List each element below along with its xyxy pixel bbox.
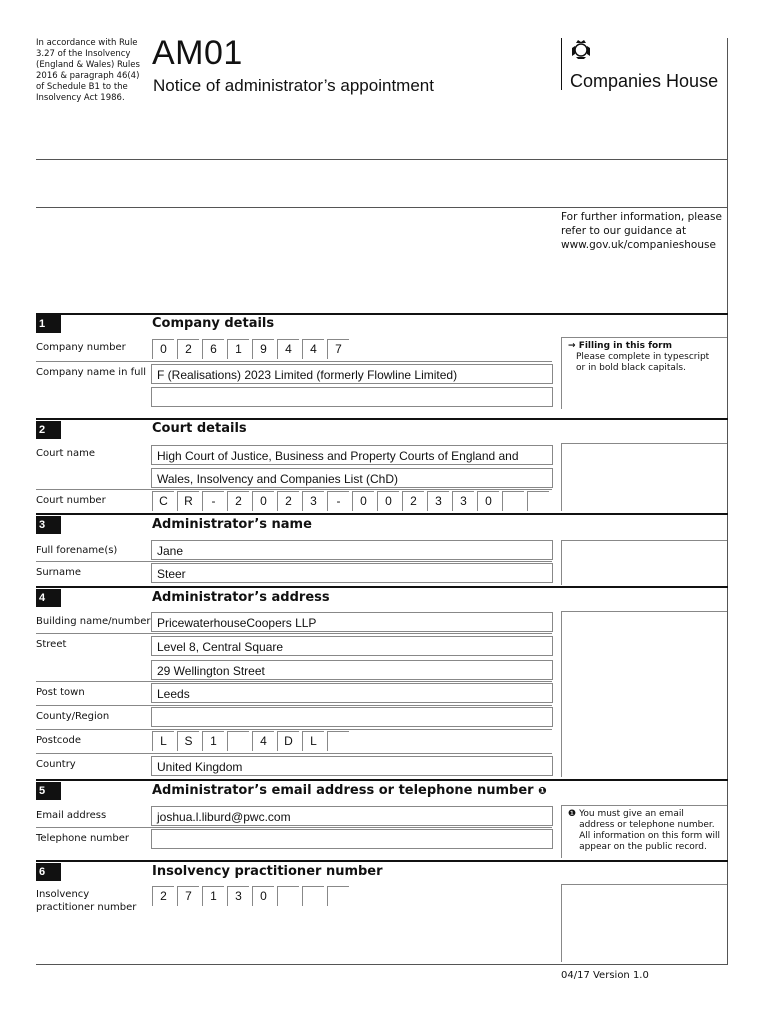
contact-note-box bbox=[561, 805, 727, 858]
postcode-char: L bbox=[152, 731, 174, 751]
section-3-bar bbox=[36, 513, 728, 515]
court-number-char: 3 bbox=[302, 491, 324, 511]
section-5-bar bbox=[36, 779, 728, 781]
post-town-field[interactable] bbox=[151, 683, 553, 703]
info-bullet-icon: ❶ bbox=[538, 786, 547, 797]
company-number-digit: 7 bbox=[327, 339, 349, 359]
postcode-label: Postcode bbox=[36, 735, 82, 746]
street-value: Level 8, Central Square bbox=[157, 640, 284, 654]
section-3-title: Administrator’s name bbox=[152, 517, 312, 532]
row-divider bbox=[36, 561, 552, 562]
brand-name: Companies House bbox=[570, 71, 719, 91]
ip-number-field[interactable] bbox=[152, 886, 352, 906]
section-6-bar bbox=[36, 860, 728, 862]
forename-value: Jane bbox=[157, 544, 184, 558]
company-number-digit: 4 bbox=[302, 339, 324, 359]
row-divider bbox=[36, 827, 552, 828]
surname-label: Surname bbox=[36, 567, 81, 578]
court-name-value: High Court of Justice, Business and Property Courts of England and bbox=[157, 449, 519, 463]
surname-value: Steer bbox=[157, 567, 186, 581]
row-divider bbox=[36, 489, 552, 490]
court-number-char: 0 bbox=[377, 491, 399, 511]
filling-note-text: Please complete in typescript or in bold black capitals. bbox=[576, 352, 710, 373]
court-name-field-2[interactable] bbox=[151, 468, 553, 488]
company-number-digit: 4 bbox=[277, 339, 299, 359]
forename-field[interactable] bbox=[151, 540, 553, 560]
county-label: County/Region bbox=[36, 711, 110, 722]
form-title: Notice of administrator’s appointment bbox=[153, 76, 434, 95]
ip-number-digit: 3 bbox=[227, 886, 249, 906]
ip-side-box bbox=[561, 884, 727, 962]
footer-divider bbox=[36, 964, 728, 965]
company-number-digit: 2 bbox=[177, 339, 199, 359]
postcode-char bbox=[227, 731, 249, 751]
contact-note-text: You must give an email address or telephone number. All information on this form will appear on the public record. bbox=[579, 809, 720, 852]
row-divider bbox=[36, 729, 552, 730]
ip-number-digit: 2 bbox=[152, 886, 174, 906]
court-number-char: 2 bbox=[227, 491, 249, 511]
company-number-field[interactable] bbox=[152, 339, 352, 359]
company-name-label: Company name in full bbox=[36, 367, 146, 378]
row-divider bbox=[36, 753, 552, 754]
email-value: joshua.l.liburd@pwc.com bbox=[157, 810, 291, 824]
court-name-field[interactable] bbox=[151, 445, 553, 465]
postcode-field[interactable] bbox=[152, 731, 352, 751]
court-number-char: 2 bbox=[402, 491, 424, 511]
company-name-field[interactable] bbox=[151, 364, 553, 384]
county-field[interactable] bbox=[151, 707, 553, 727]
court-number-char: C bbox=[152, 491, 174, 511]
form-code: AM01 bbox=[152, 34, 243, 72]
row-divider bbox=[36, 681, 552, 682]
section-4-number: 4 bbox=[36, 589, 61, 607]
postcode-char: 4 bbox=[252, 731, 274, 751]
section-1-bar bbox=[36, 313, 728, 315]
filling-note-box bbox=[561, 337, 727, 409]
section-1-title: Company details bbox=[152, 316, 275, 331]
court-number-char: 3 bbox=[452, 491, 474, 511]
company-name-field-2[interactable] bbox=[151, 387, 553, 407]
filling-note-title: → Filling in this form bbox=[568, 341, 672, 351]
court-number-char: 3 bbox=[427, 491, 449, 511]
ip-number-digit bbox=[302, 886, 324, 906]
court-number-char: R bbox=[177, 491, 199, 511]
court-number-char: - bbox=[327, 491, 349, 511]
email-field[interactable] bbox=[151, 806, 553, 826]
ip-number-digit bbox=[327, 886, 349, 906]
section-3-number: 3 bbox=[36, 516, 61, 534]
telephone-label: Telephone number bbox=[36, 833, 129, 844]
section-2-title: Court details bbox=[152, 421, 247, 436]
royal-crest-icon bbox=[570, 38, 592, 60]
court-number-char: 2 bbox=[277, 491, 299, 511]
street-field[interactable] bbox=[151, 636, 553, 656]
building-field[interactable] bbox=[151, 612, 553, 632]
street-label: Street bbox=[36, 639, 67, 650]
post-town-label: Post town bbox=[36, 687, 85, 698]
company-number-digit: 1 bbox=[227, 339, 249, 359]
court-name-value-2: Wales, Insolvency and Companies List (ChD) bbox=[157, 472, 398, 486]
court-number-char: 0 bbox=[252, 491, 274, 511]
section-4-title: Administrator’s address bbox=[152, 590, 330, 605]
court-number-field[interactable] bbox=[152, 491, 552, 511]
ip-number-digit: 1 bbox=[202, 886, 224, 906]
company-number-label: Company number bbox=[36, 342, 126, 353]
company-number-digit: 6 bbox=[202, 339, 224, 359]
header-divider-2 bbox=[36, 207, 728, 208]
company-number-digit: 0 bbox=[152, 339, 174, 359]
forename-label: Full forename(s) bbox=[36, 545, 118, 556]
header-divider bbox=[36, 159, 728, 160]
court-number-char: - bbox=[202, 491, 224, 511]
row-divider bbox=[36, 361, 552, 362]
surname-field[interactable] bbox=[151, 563, 553, 583]
right-border bbox=[727, 38, 728, 964]
court-name-label: Court name bbox=[36, 448, 96, 459]
building-value: PricewaterhouseCoopers LLP bbox=[157, 616, 317, 630]
section-4-bar bbox=[36, 586, 728, 588]
ip-number-digit: 0 bbox=[252, 886, 274, 906]
country-label: Country bbox=[36, 759, 76, 770]
country-value: United Kingdom bbox=[157, 760, 243, 774]
section-2-bar bbox=[36, 418, 728, 420]
court-number-char bbox=[527, 491, 549, 511]
row-divider bbox=[36, 633, 552, 634]
court-number-char: 0 bbox=[352, 491, 374, 511]
telephone-field[interactable] bbox=[151, 829, 553, 849]
section-5-number: 5 bbox=[36, 782, 61, 800]
companies-house-logo bbox=[561, 38, 718, 90]
company-name-value: F (Realisations) 2023 Limited (formerly Flowline Limited) bbox=[157, 368, 458, 382]
postcode-char: 1 bbox=[202, 731, 224, 751]
info-bullet-icon: ❶ bbox=[568, 809, 577, 819]
court-number-char: 0 bbox=[477, 491, 499, 511]
court-side-box bbox=[561, 443, 727, 511]
ip-number-digit: 7 bbox=[177, 886, 199, 906]
address-side-box bbox=[561, 611, 727, 777]
form-version: 04/17 Version 1.0 bbox=[561, 970, 649, 981]
postcode-char: L bbox=[302, 731, 324, 751]
section-2-number: 2 bbox=[36, 421, 61, 439]
section-5-title: Administrator’s email address or telephone number ❶ bbox=[152, 783, 547, 798]
guidance-info: For further information, please refer to our guidance at www.gov.uk/companieshouse bbox=[561, 211, 722, 251]
ip-number-label: Insolvency practitioner number bbox=[36, 889, 137, 913]
company-number-digit: 9 bbox=[252, 339, 274, 359]
street-field-2[interactable] bbox=[151, 660, 553, 680]
section-6-number: 6 bbox=[36, 863, 61, 881]
postcode-char: S bbox=[177, 731, 199, 751]
country-field[interactable] bbox=[151, 756, 553, 776]
post-town-value: Leeds bbox=[157, 687, 190, 701]
postcode-char bbox=[327, 731, 349, 751]
section-6-title: Insolvency practitioner number bbox=[152, 864, 383, 879]
street-value-2: 29 Wellington Street bbox=[157, 664, 265, 678]
section-1-number: 1 bbox=[36, 315, 61, 333]
row-divider bbox=[36, 705, 552, 706]
legal-reference: In accordance with Rule 3.27 of the Insolvency (England & Wales) Rules 2016 & paragraph 46(4) of Schedule B1 to the Insolvency Act 1986. bbox=[36, 38, 140, 103]
ip-number-digit bbox=[277, 886, 299, 906]
court-number-char bbox=[502, 491, 524, 511]
name-side-box bbox=[561, 540, 727, 585]
court-number-label: Court number bbox=[36, 495, 106, 506]
building-label: Building name/number bbox=[36, 616, 151, 627]
email-label: Email address bbox=[36, 810, 107, 821]
postcode-char: D bbox=[277, 731, 299, 751]
